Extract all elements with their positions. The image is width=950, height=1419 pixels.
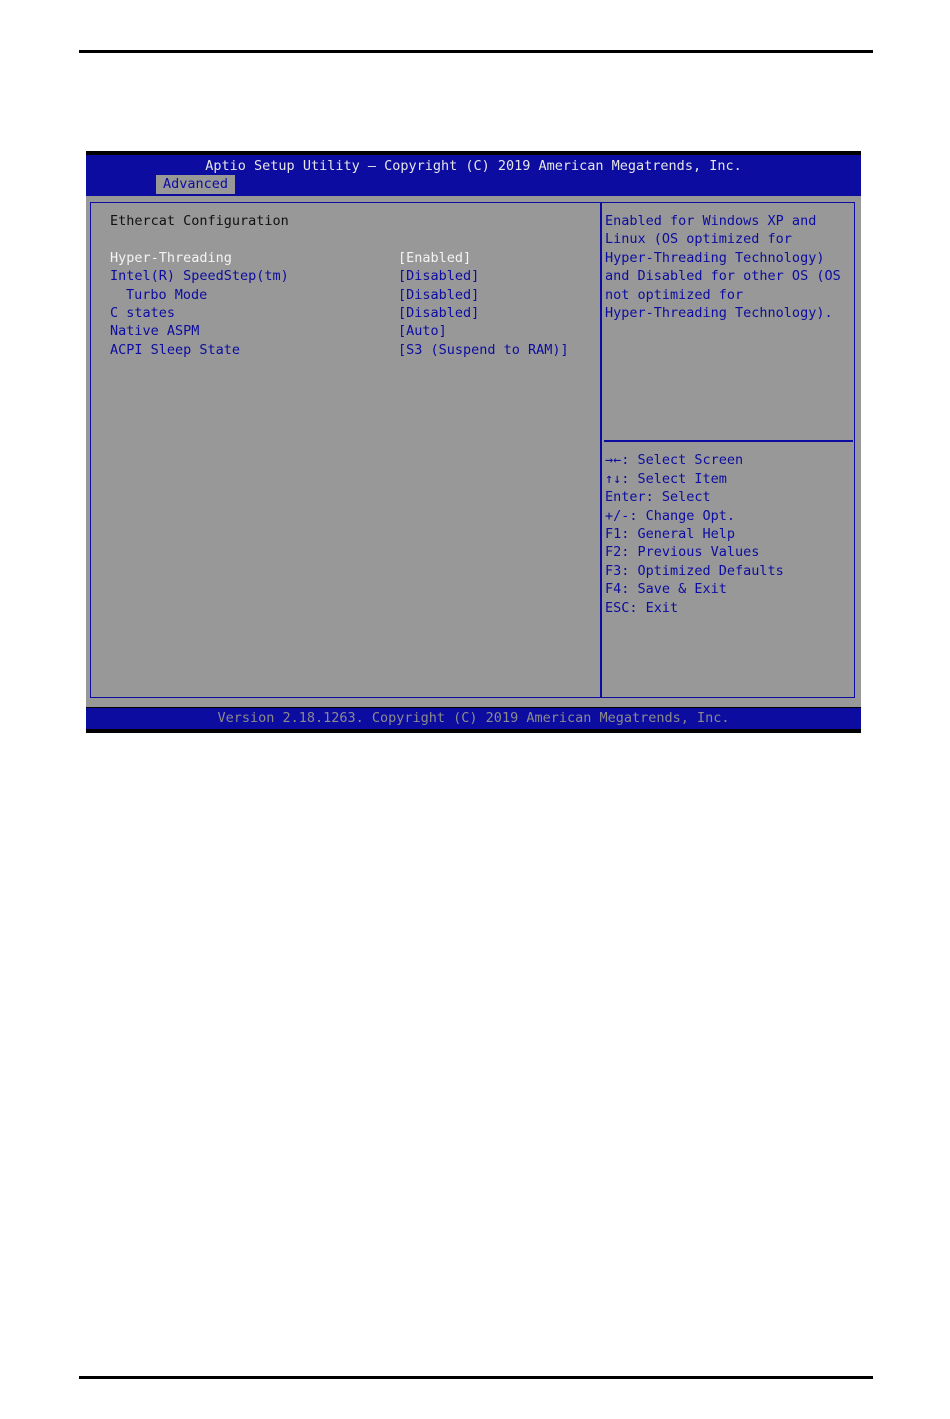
bios-main-panel	[86, 196, 861, 707]
key-help-item: ↑↓: Select Item	[605, 471, 727, 487]
key-help-item: F2: Previous Values	[605, 544, 760, 560]
setting-label: Hyper-Threading	[110, 250, 232, 266]
setting-label: Intel(R) SpeedStep(tm)	[110, 268, 289, 284]
help-line: Enabled for Windows XP and	[605, 213, 817, 229]
setting-label: ACPI Sleep State	[110, 342, 241, 358]
setting-label: Native ASPM	[110, 323, 200, 339]
key-help-item: →←: Select Screen	[605, 452, 744, 468]
help-line: Hyper-Threading Technology)	[605, 250, 825, 266]
bios-header	[86, 155, 861, 196]
setting-label: Turbo Mode	[126, 287, 208, 303]
bios-title: Aptio Setup Utility – Copyright (C) 2019 American Megatrends, Inc.	[205, 158, 742, 174]
panel-divider	[600, 202, 602, 698]
setting-value[interactable]: [Disabled]	[398, 305, 480, 321]
setting-value[interactable]: [Disabled]	[398, 268, 480, 284]
setting-value[interactable]: [Auto]	[398, 323, 447, 339]
setting-label: C states	[110, 305, 176, 321]
bios-setup-screen	[86, 151, 861, 733]
key-help-item: F1: General Help	[605, 526, 736, 542]
key-help-item: +/-: Change Opt.	[605, 508, 736, 524]
tab-advanced[interactable]: Advanced	[156, 175, 235, 194]
setting-value[interactable]: [Enabled]	[398, 250, 472, 266]
footer-version: Version 2.18.1263. Copyright (C) 2019 American Megatrends, Inc.	[217, 710, 730, 726]
setting-value[interactable]: [S3 (Suspend to RAM)]	[398, 342, 569, 358]
key-help-item: F3: Optimized Defaults	[605, 563, 784, 579]
help-divider	[604, 440, 853, 442]
bios-footer	[86, 708, 861, 729]
help-line: not optimized for	[605, 287, 744, 303]
section-title: Ethercat Configuration	[110, 213, 289, 229]
key-help-item: F4: Save & Exit	[605, 581, 727, 597]
help-line: Hyper-Threading Technology).	[605, 305, 833, 321]
setting-value[interactable]: [Disabled]	[398, 287, 480, 303]
key-help-item: ESC: Exit	[605, 600, 679, 616]
key-help-item: Enter: Select	[605, 489, 711, 505]
top-rule	[79, 50, 873, 53]
help-line: Linux (OS optimized for	[605, 231, 792, 247]
help-line: and Disabled for other OS (OS	[605, 268, 841, 284]
bottom-rule	[79, 1376, 873, 1379]
